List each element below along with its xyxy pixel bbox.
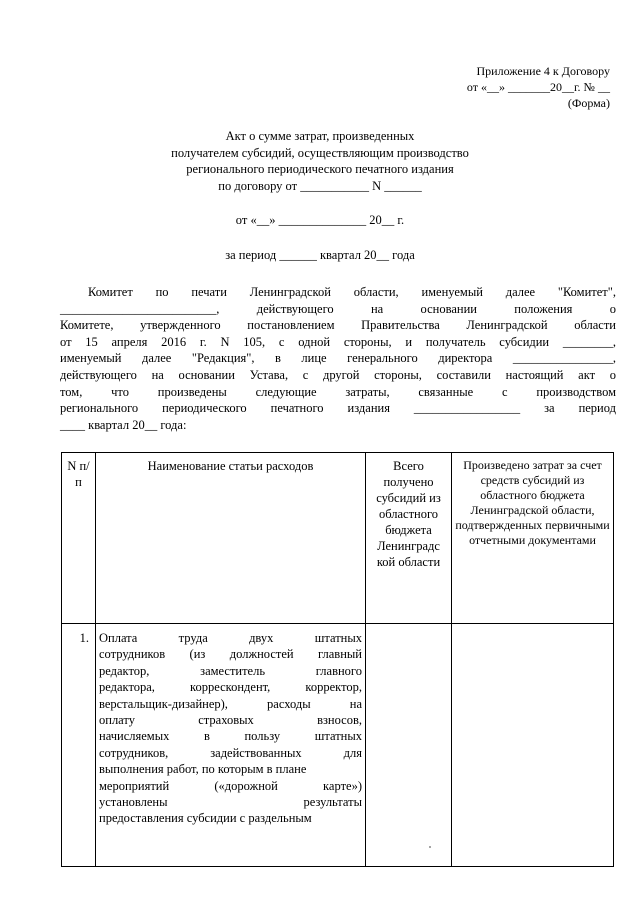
description-line: оплату страховых взносов, [99, 713, 362, 728]
row-num: 1. [62, 624, 96, 867]
description-line: установлены результаты [99, 795, 362, 810]
paragraph-line: именуемый далее "Редакция", в лице генерального директора ________________, [60, 351, 616, 366]
period-line: за период ______ квартал 20__ года [225, 248, 415, 262]
description-line: Оплата труда двух штатных [99, 631, 362, 645]
paragraph-line: Комитете, утвержденного постановлением Правительства Ленинградской области [60, 318, 616, 333]
paragraph-line: Комитет по печати Ленинградской области, именуемый далее "Комитет", [88, 285, 616, 299]
appendix-header [467, 63, 610, 111]
scan-speck [429, 846, 431, 848]
description-line: предоставления субсидии с раздельным [99, 811, 312, 826]
description-line: сотрудников (из должностей главный [99, 647, 362, 662]
title-line: по договору от ___________ N ______ [218, 178, 422, 193]
description-line: начисляемых в пользу штатных [99, 729, 362, 744]
header-received: Всего получено субсидий из областного бюджета Ленинградс кой области [366, 453, 452, 624]
paragraph-line: действующего на основании Устава, с другой стороны, составили настоящий акт о [60, 367, 616, 382]
row-received-cell [366, 624, 452, 867]
row-description [96, 624, 366, 867]
table-header-row [62, 453, 614, 624]
description-line: редактор, заместитель главного [99, 663, 362, 678]
title-line: Акт о сумме затрат, произведенных [225, 129, 415, 143]
paragraph-line: том, что произведены следующие затраты, связанные с производством [60, 384, 616, 399]
description-line: верстальщик-дизайнер), расходы на [99, 696, 362, 711]
description-line: редактора, коррескондент, корректор, [99, 680, 362, 695]
table-row [62, 624, 614, 867]
paragraph-line: от 15 апреля 2016 г. N 105, с одной стороны, и получатель субсидии ________, [60, 334, 616, 349]
appendix-line-1: Приложение 4 к Договору [476, 64, 610, 78]
paragraph-line: ____ квартал 20__ года: [60, 417, 187, 432]
row-spent-cell [452, 624, 614, 867]
appendix-line-2: от «__» _______20__г. № __ [466, 80, 610, 94]
description-line: выполнения работ, по которым в плане [99, 762, 307, 777]
document-title [60, 128, 580, 194]
act-date-line: от «__» ______________ 20__ г. [235, 213, 405, 227]
expenses-table [61, 452, 614, 867]
description-line: сотрудников, задействованных для [99, 745, 362, 760]
appendix-line-3: (Форма) [567, 96, 610, 110]
paragraph-line: _________________________, действующего на основании положения о [60, 301, 616, 316]
paragraph-line: регионального периодического печатного издания _________________ за период [60, 401, 616, 416]
title-line: получателем субсидий, осуществляющим производство [171, 145, 469, 160]
description-line: мероприятий («дорожной карте») [99, 778, 362, 793]
header-expense-name: Наименование статьи расходов [96, 453, 366, 624]
title-line: регионального периодического печатного издания [186, 162, 454, 176]
header-num: N п/п [62, 453, 96, 624]
header-spent: Произведено затрат за счет средств субсидий из областного бюджета Ленинградской области, подтвержденных первичными отчетными документами [452, 453, 614, 624]
body-paragraph [60, 284, 616, 433]
